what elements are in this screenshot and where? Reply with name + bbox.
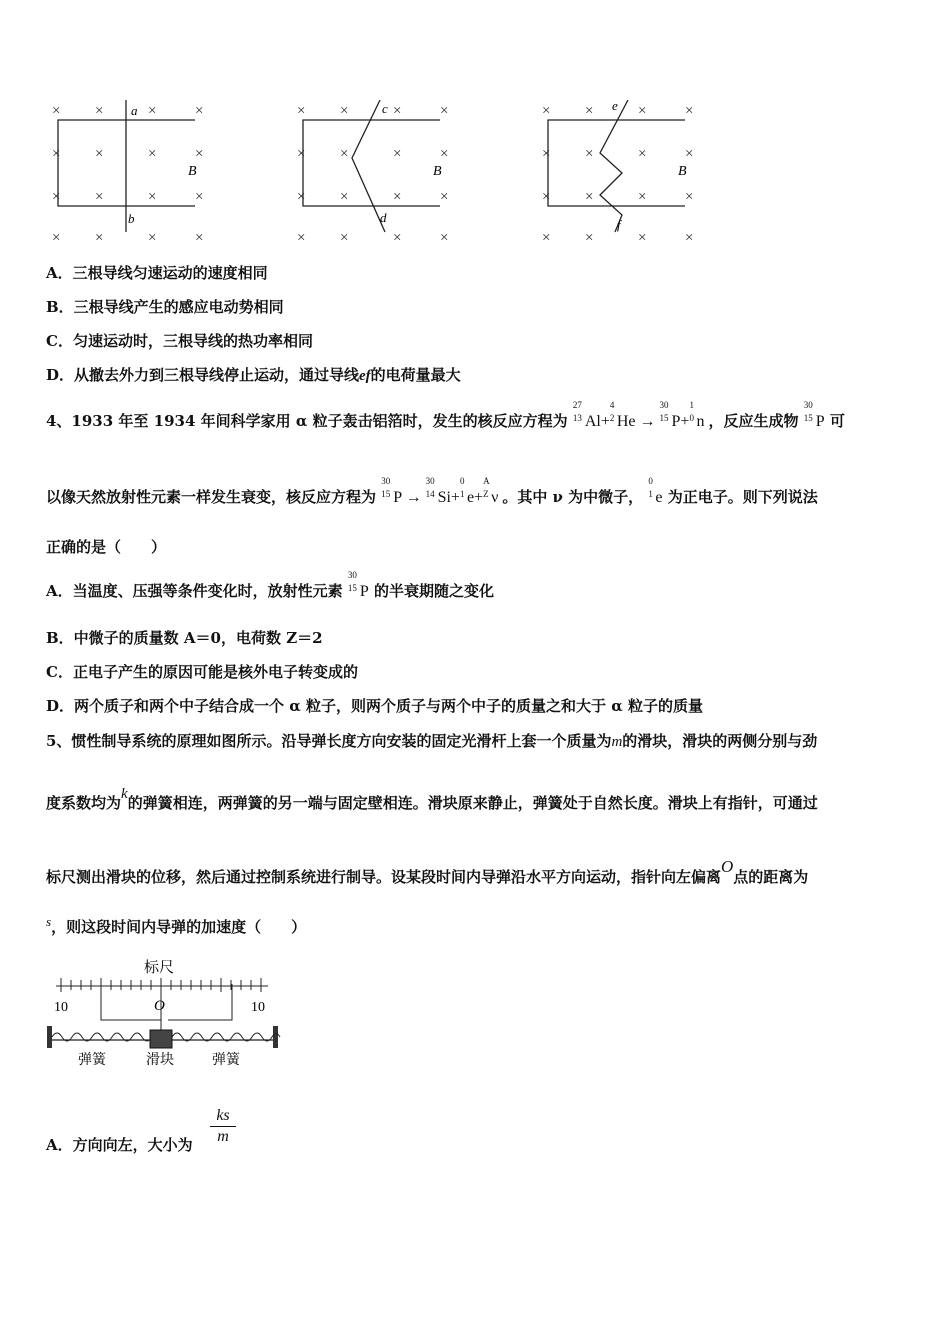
svg-text:×: ×: [638, 103, 647, 119]
label-spring-right: 弹簧: [212, 1053, 240, 1068]
svg-text:×: ×: [393, 189, 402, 205]
ruler-left-number: 10: [54, 1000, 68, 1015]
label-d: d: [380, 210, 387, 225]
reaction-2: 30 15 P → 30 14 Si+ 0 1 e+ A Z ν: [381, 476, 499, 506]
svg-text:×: ×: [393, 103, 402, 119]
svg-text:×: ×: [440, 103, 449, 119]
svg-text:×: ×: [542, 230, 551, 246]
q4-option-c[interactable]: C．正电子产生的原因可能是核外电子转变成的: [46, 663, 358, 681]
svg-text:×: ×: [148, 146, 157, 162]
svg-text:×: ×: [195, 103, 204, 119]
svg-text:×: ×: [685, 103, 694, 119]
ruler-label: 标尺: [144, 960, 175, 976]
svg-text:×: ×: [440, 230, 449, 246]
field-crosses-2: [297, 103, 448, 246]
reaction-1: 27 13 Al+ 4 2 He → 30 15 P+ 1 0 n: [572, 400, 705, 430]
inertial-nav-figure: [44, 952, 294, 1072]
svg-text:×: ×: [340, 230, 349, 246]
svg-text:×: ×: [685, 189, 694, 205]
svg-text:×: ×: [95, 189, 104, 205]
q3-option-a[interactable]: A．三根导线匀速运动的速度相同: [46, 264, 268, 282]
label-B-2: B: [433, 164, 442, 179]
q5-stem-line3: 标尺测出滑块的位移，然后通过控制系统进行制导。设某段时间内导弹沿水平方向运动，指针向左偏离O点的距离为: [46, 857, 809, 886]
label-B-3: B: [678, 164, 687, 179]
svg-text:×: ×: [52, 189, 61, 205]
q3-option-d[interactable]: D．从撤去外力到三根导线停止运动，通过导线ef的电荷量最大: [46, 366, 461, 384]
svg-text:×: ×: [542, 103, 551, 119]
label-a: a: [131, 103, 138, 118]
svg-text:×: ×: [148, 189, 157, 205]
svg-text:×: ×: [542, 189, 551, 205]
svg-text:×: ×: [542, 146, 551, 162]
label-b: b: [128, 211, 135, 226]
q4-stem-line2: 以像天然放射性元素一样发生衰变，核反应方程为 30 15 P → 30 14 Si+ 0 1 e+ A Z ν 。其中 ν 为中微子， 0 1 e 为正电子。则下列说法: [46, 476, 818, 506]
left-wall: [47, 1026, 52, 1048]
svg-text:×: ×: [638, 230, 647, 246]
svg-text:×: ×: [297, 230, 306, 246]
q3-option-b[interactable]: B．三根导线产生的感应电动势相同: [46, 298, 284, 316]
svg-text:×: ×: [340, 189, 349, 205]
q5-option-a[interactable]: A．方向向左，大小为: [46, 1136, 193, 1154]
svg-text:×: ×: [585, 146, 594, 162]
label-f: f: [617, 217, 621, 232]
svg-text:×: ×: [340, 146, 349, 162]
svg-text:×: ×: [52, 103, 61, 119]
q4-stem-line1: 4、1933 年至 1934 年间科学家用 α 粒子轰击铝箔时，发生的核反应方程为 27 13 Al+ 4 2 He → 30 15 P+ 1 0 n ，反应生成物 30 15 P 可: [46, 400, 845, 430]
svg-text:×: ×: [95, 230, 104, 246]
svg-text:×: ×: [52, 230, 61, 246]
svg-text:×: ×: [585, 189, 594, 205]
q3-option-c[interactable]: C．匀速运动时，三根导线的热功率相同: [46, 332, 313, 350]
svg-text:×: ×: [52, 146, 61, 162]
svg-text:×: ×: [440, 189, 449, 205]
svg-text:×: ×: [297, 146, 306, 162]
label-c: c: [382, 101, 388, 116]
q5-stem-line2: 度系数均为k的弹簧相连，两弹簧的另一端与固定壁相连。滑块原来静止，弹簧处于自然长度。滑块上有指针，可通过: [46, 786, 818, 812]
svg-text:×: ×: [393, 146, 402, 162]
svg-text:×: ×: [95, 103, 104, 119]
label-e: e: [612, 98, 618, 113]
q3-figures: [40, 95, 720, 255]
right-wall: [273, 1026, 278, 1048]
svg-text:×: ×: [195, 189, 204, 205]
svg-text:×: ×: [685, 146, 694, 162]
label-B-1: B: [188, 164, 197, 179]
svg-text:×: ×: [297, 103, 306, 119]
slider-block: [150, 1030, 172, 1048]
svg-text:×: ×: [585, 230, 594, 246]
q4-option-b[interactable]: B．中微子的质量数 A＝0，电荷数 Z＝2: [46, 629, 323, 647]
rails-1: [58, 100, 195, 232]
q4-option-a[interactable]: A．当温度、压强等条件变化时，放射性元素 30 15 P 的半衰期随之变化: [46, 570, 495, 600]
svg-text:×: ×: [393, 230, 402, 246]
q5-stem-line4: s，则这段时间内导弹的加速度（ ）: [46, 914, 307, 936]
pointer-links: [101, 984, 232, 1030]
ruler-center-O: O: [154, 998, 165, 1014]
q4-option-d[interactable]: D．两个质子和两个中子结合成一个 α 粒子，则两个质子与两个中子的质量之和大于 α 粒子的质量: [46, 697, 703, 715]
svg-text:×: ×: [195, 230, 204, 246]
svg-text:×: ×: [148, 103, 157, 119]
q4-stem-line3: 正确的是（ ）: [46, 538, 167, 556]
svg-text:×: ×: [95, 146, 104, 162]
svg-text:×: ×: [638, 189, 647, 205]
rails-2: [303, 100, 440, 232]
q5-stem-line1: 5、惯性制导系统的原理如图所示。沿导弹长度方向安装的固定光滑杆上套一个质量为m的滑块，滑块的两侧分别与劲: [46, 732, 818, 750]
svg-text:×: ×: [148, 230, 157, 246]
svg-text:×: ×: [340, 103, 349, 119]
svg-text:×: ×: [638, 146, 647, 162]
svg-text:×: ×: [585, 103, 594, 119]
ruler-right-number: 10: [251, 1000, 265, 1015]
label-slider: 滑块: [146, 1053, 174, 1068]
label-spring-left: 弹簧: [78, 1053, 106, 1068]
svg-text:×: ×: [440, 146, 449, 162]
rails-3: [548, 100, 685, 232]
svg-text:×: ×: [297, 189, 306, 205]
svg-text:×: ×: [685, 230, 694, 246]
svg-text:×: ×: [195, 146, 204, 162]
fraction-ks-over-m: ks m: [210, 1106, 236, 1147]
